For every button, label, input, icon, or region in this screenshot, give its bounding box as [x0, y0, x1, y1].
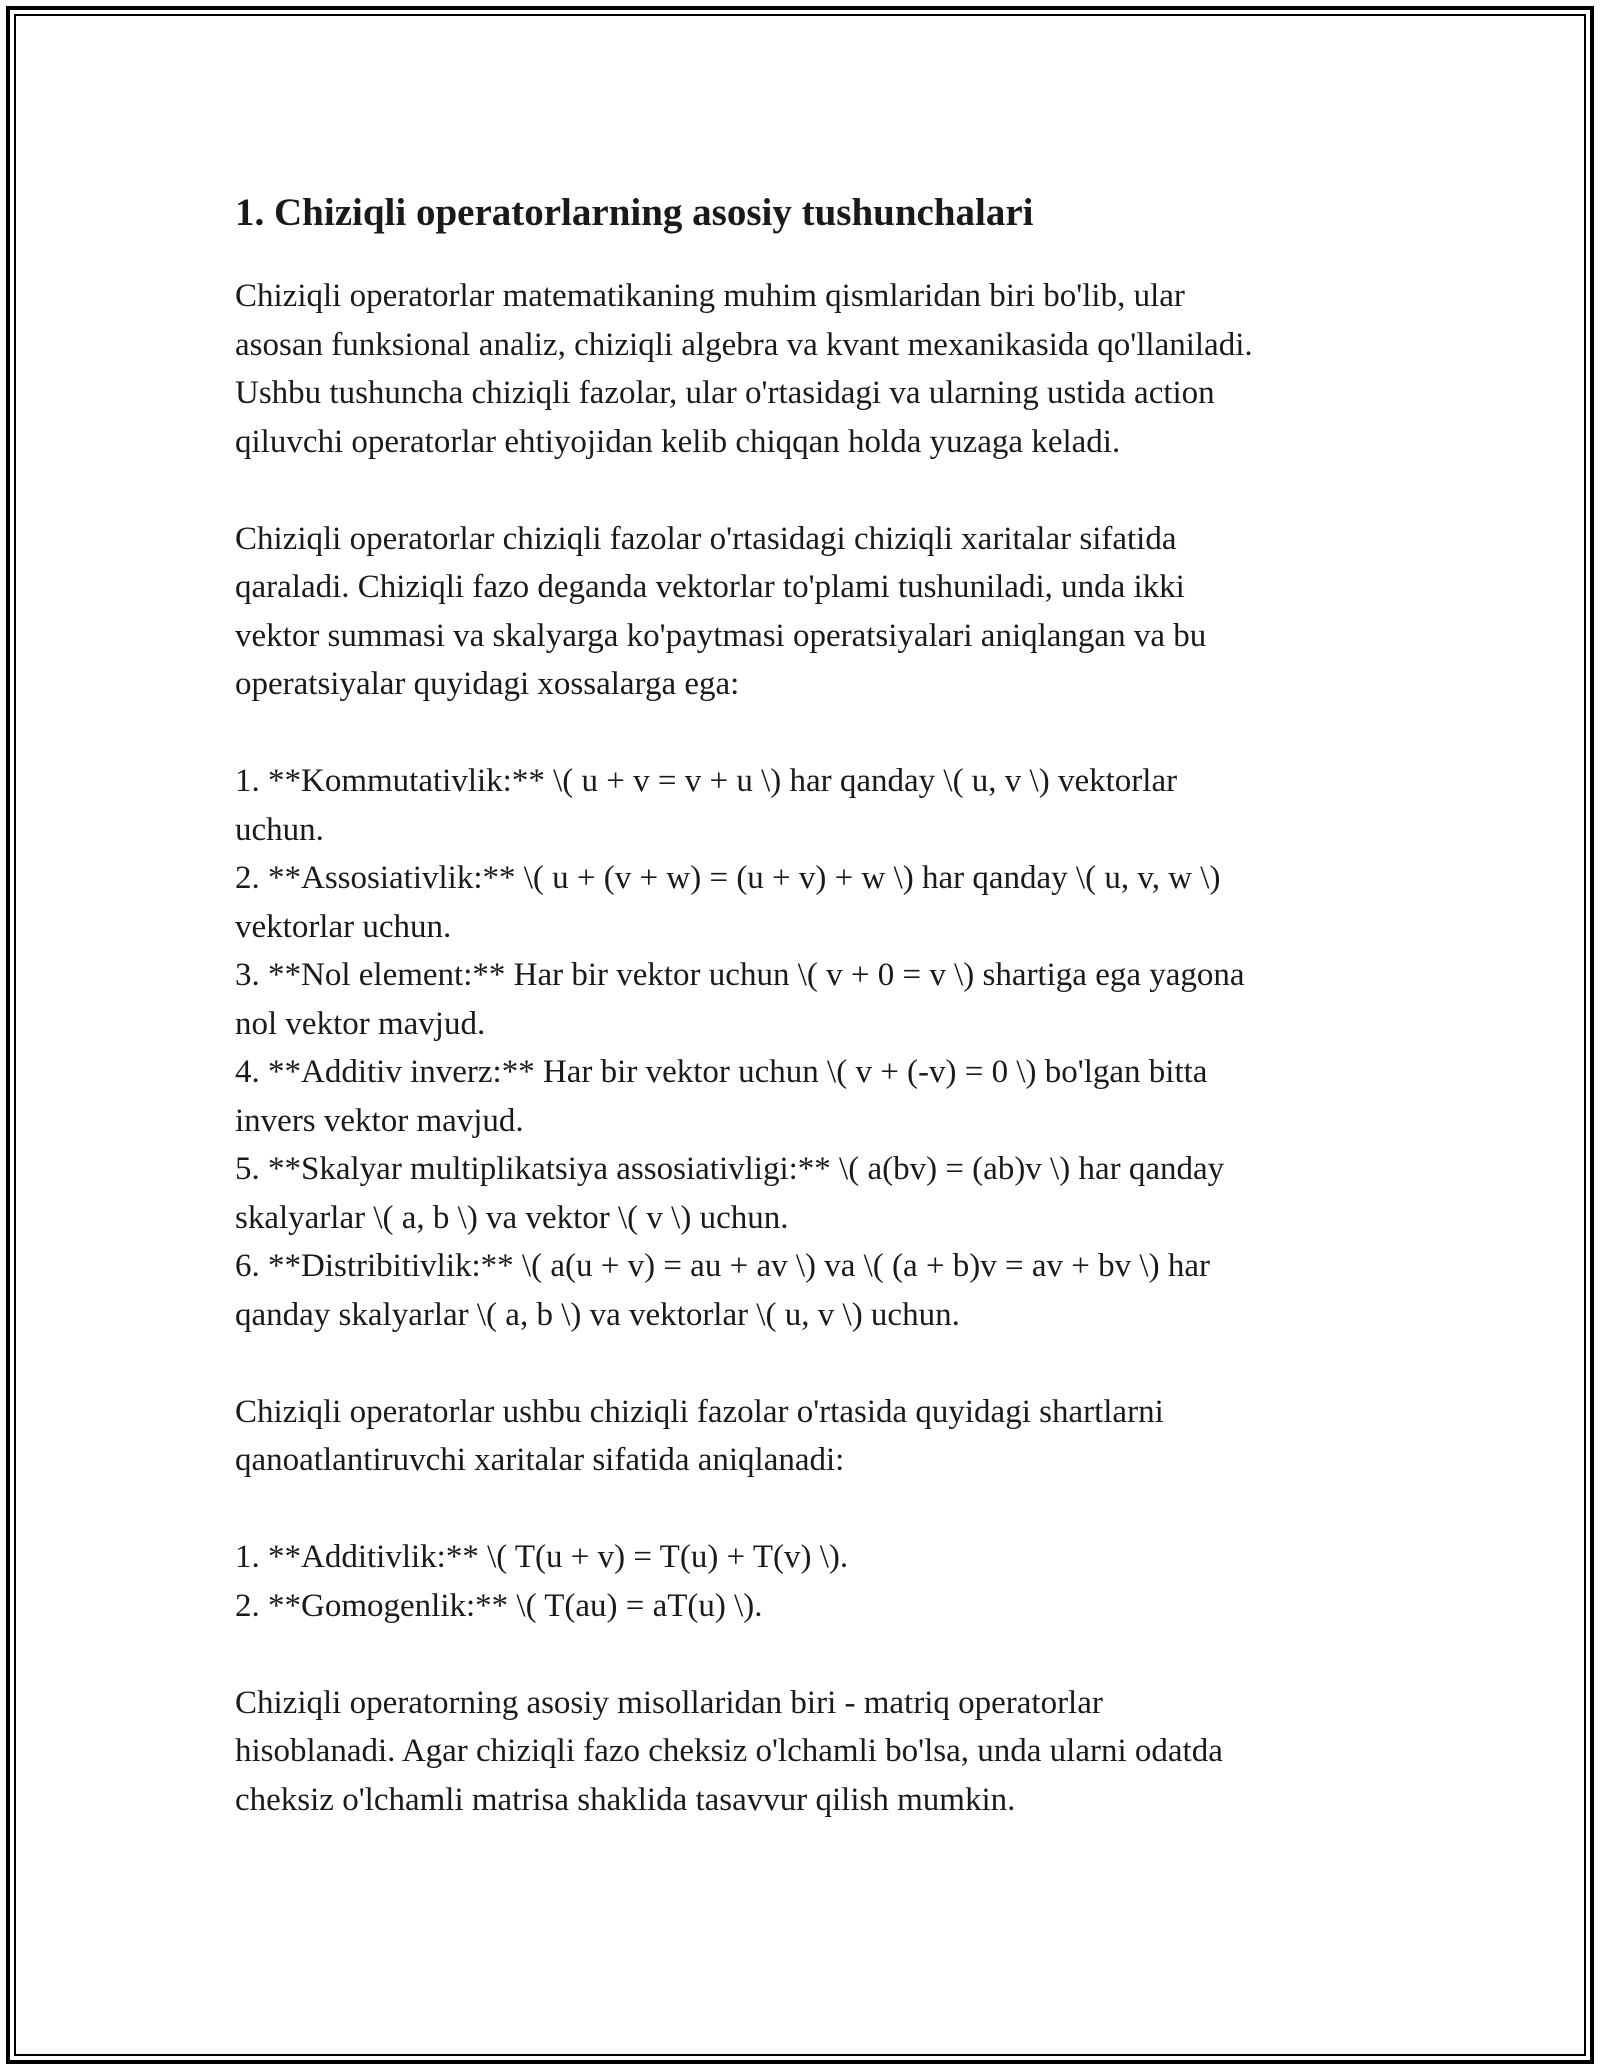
list-item: 5. **Skalyar multiplikatsiya assosiativligi:** \( a(bv) = (ab)v \) har qanday	[235, 1151, 1225, 1187]
text-line: cheksiz o'lchamli matrisa shaklida tasavvur qilish mumkin.	[235, 1781, 1016, 1818]
paragraph-linear-spaces	[235, 515, 1385, 709]
list-item: invers vektor mavjud.	[235, 1102, 524, 1139]
vector-space-properties-list	[235, 757, 1385, 1339]
list-item: 4. **Additiv inverz:** Har bir vektor uchun \( v + (-v) = 0 \) bo'lgan bitta	[235, 1054, 1208, 1090]
text-line: Chiziqli operatorlar ushbu chiziqli fazolar o'rtasida quyidagi shartlarni	[235, 1393, 1164, 1430]
text-line: qiluvchi operatorlar ehtiyojidan kelib chiqqan holda yuzaga keladi.	[235, 423, 1121, 460]
paragraph-operator-definition	[235, 1388, 1385, 1485]
page-title: 1. Chiziqli operatorlarning asosiy tushunchalari	[235, 191, 1034, 234]
list-item: 3. **Nol element:** Har bir vektor uchun \( v + 0 = v \) shartiga ega yagona	[235, 957, 1245, 993]
list-item: qanday skalyarlar \( a, b \) va vektorlar \( u, v \) uchun.	[235, 1296, 960, 1333]
paragraph-matrix-operators	[235, 1679, 1385, 1825]
paragraph-intro	[235, 272, 1385, 466]
list-item: skalyarlar \( a, b \) va vektor \( v \) uchun.	[235, 1199, 789, 1236]
list-item: nol vektor mavjud.	[235, 1005, 486, 1042]
list-item: 2. **Gomogenlik:** \( T(au) = aT(u) \).	[235, 1587, 763, 1624]
list-item: 6. **Distribitivlik:** \( a(u + v) = au + av \) va \( (a + b)v = av + bv \) har	[235, 1248, 1210, 1284]
text-line: Chiziqli operatorlar chiziqli fazolar o'rtasidagi chiziqli xaritalar sifatida	[235, 520, 1177, 557]
list-item: uchun.	[235, 811, 324, 848]
text-line: asosan funksional analiz, chiziqli algebra va kvant mexanikasida qo'llaniladi.	[235, 326, 1253, 363]
text-line: Chiziqli operatorlar matematikaning muhim qismlaridan biri bo'lib, ular	[235, 278, 1185, 314]
list-item: vektorlar uchun.	[235, 908, 452, 945]
list-item: 1. **Kommutativlik:** \( u + v = v + u \) har qanday \( u, v \) vektorlar	[235, 763, 1178, 799]
text-line: qanoatlantiruvchi xaritalar sifatida aniqlanadi:	[235, 1442, 845, 1478]
text-line: vektor summasi va skalyarga ko'paytmasi operatsiyalari aniqlangan va bu	[235, 617, 1207, 654]
operator-conditions-list	[235, 1533, 1385, 1630]
text-line: Ushbu tushuncha chiziqli fazolar, ular o'rtasidagi va ularning ustida action	[235, 375, 1215, 411]
document-body	[235, 186, 1385, 1873]
text-line: operatsiyalar quyidagi xossalarga ega:	[235, 666, 740, 702]
text-line: Chiziqli operatorning asosiy misollaridan biri - matriq operatorlar	[235, 1684, 1103, 1721]
text-line: qaraladi. Chiziqli fazo deganda vektorlar to'plami tushuniladi, unda ikki	[235, 569, 1185, 605]
list-item: 2. **Assosiativlik:** \( u + (v + w) = (u + v) + w \) har qanday \( u, v, w \)	[235, 860, 1221, 896]
list-item: 1. **Additivlik:** \( T(u + v) = T(u) + T(v) \).	[235, 1539, 849, 1575]
text-line: hisoblanadi. Agar chiziqli fazo cheksiz o'lchamli bo'lsa, unda ularni odatda	[235, 1733, 1223, 1769]
